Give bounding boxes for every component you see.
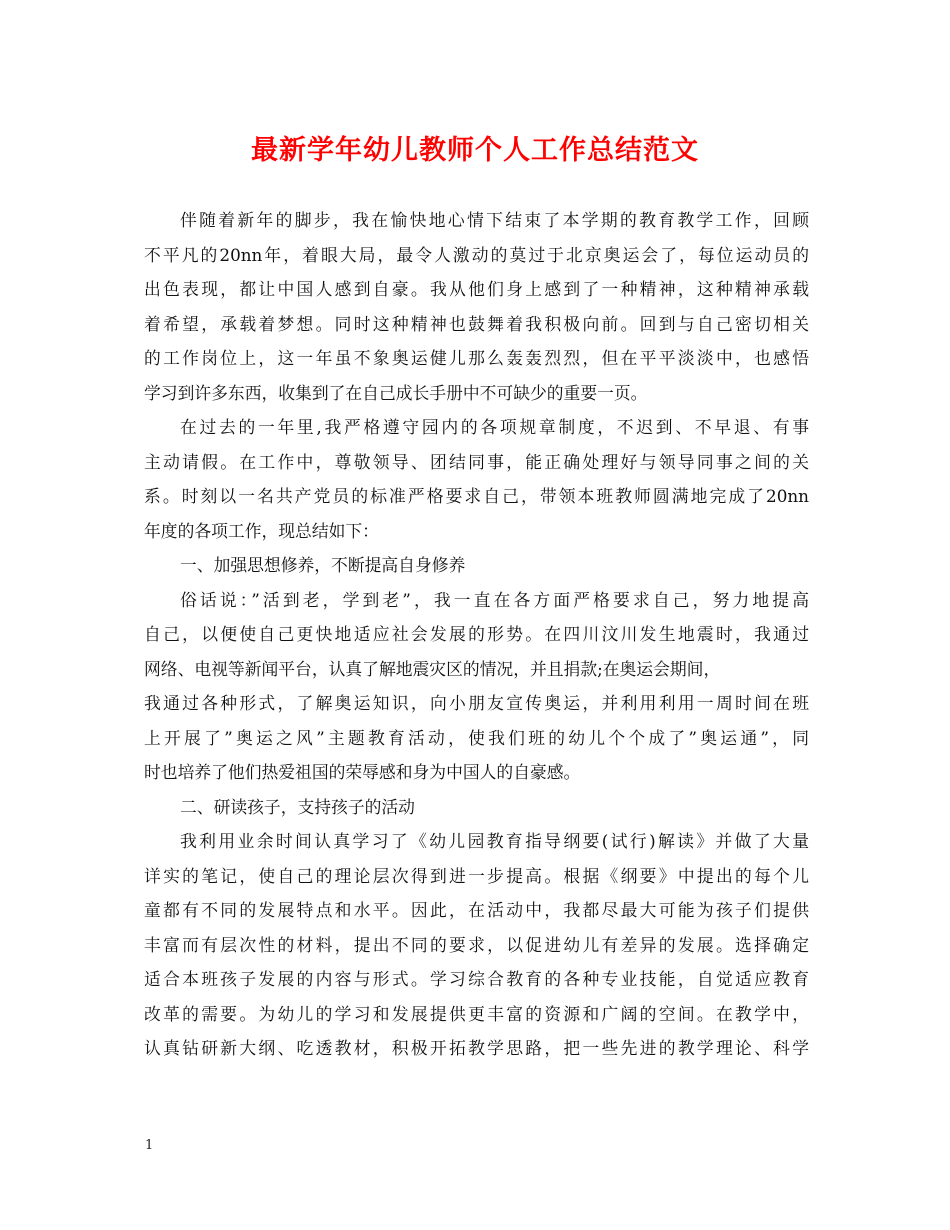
body-line: 的工作岗位上，这一年虽不象奥运健儿那么轰轰烈烈，但在平平淡淡中，也感悟 — [144, 348, 809, 368]
body-line: 主动请假。在工作中，尊敬领导、团结同事，能正确处理好与领导同事之间的关 — [144, 451, 809, 472]
body-line: 自己，以便使自己更快地适应社会发展的形势。在四川汶川发生地震时，我通过 — [144, 624, 809, 644]
page-number: 1 — [145, 1138, 154, 1153]
body-line: 改革的需要。为幼儿的学习和发展提供更丰富的资源和广阔的空间。在教学中， — [144, 1003, 809, 1024]
body-line: 我通过各种形式，了解奥运知识，向小朋友宣传奥运，并利用利用一周时间在班 — [144, 693, 809, 713]
body-line: 时也培养了他们热爱祖国的荣辱感和身为中国人的自豪感。 — [144, 762, 581, 782]
body-line: 认真钻研新大纲、吃透教材，积极开拓教学思路，把一些先进的教学理论、科学 — [144, 1038, 809, 1058]
section-heading-1: 一、加强思想修养，不断提高自身修养 — [180, 555, 466, 575]
body-line: 丰富而有层次性的材料，提出不同的要求，以促进幼儿有差异的发展。选择确定 — [144, 934, 809, 955]
body-line: 伴随着新年的脚步，我在愉快地心情下结束了本学期的教育教学工作，回顾 — [180, 210, 809, 230]
body-line: 不平凡的20nn年，着眼大局，最令人激动的莫过于北京奥运会了，每位运动员的 — [144, 244, 809, 265]
body-line: 学习到许多东西，收集到了在自己成长手册中不可缺少的重要一页。 — [144, 382, 648, 403]
body-line: 俗话说：”活到老，学到老”，我一直在各方面严格要求自己，努力地提高 — [180, 589, 809, 610]
body-line: 出色表现，都让中国人感到自豪。我从他们身上感到了一种精神，这种精神承载 — [144, 279, 809, 299]
body-line: 系。时刻以一名共产党员的标准严格要求自己，带领本班教师圆满地完成了20nn — [144, 486, 809, 506]
body-line: 着希望，承载着梦想。同时这种精神也鼓舞着我积极向前。回到与自己密切相关 — [144, 313, 809, 334]
body-line: 适合本班孩子发展的内容与形式。学习综合教育的各种专业技能，自觉适应教育 — [144, 969, 809, 989]
document-title: 最新学年幼儿教师个人工作总结范文 — [251, 135, 699, 166]
body-line: 详实的笔记，使自己的理论层次得到进一步提高。根据《纲要》中提出的每个儿 — [144, 865, 809, 886]
body-line: 上开展了”奥运之风”主题教育活动，使我们班的幼儿个个成了”奥运通”，同 — [144, 727, 809, 748]
body-line: 童都有不同的发展特点和水平。因此，在活动中，我都尽最大可能为孩子们提供 — [144, 900, 809, 920]
document-body — [144, 203, 809, 1066]
body-line: 在过去的一年里,我严格遵守园内的各项规章制度，不迟到、不早退、有事 — [180, 417, 809, 437]
body-line: 网络、电视等新闻平台，认真了解地震灾区的情况，并且捐款;在奥运会期间， — [144, 658, 721, 679]
body-line: 年度的各项工作，现总结如下： — [144, 520, 379, 541]
body-line: 我利用业余时间认真学习了《幼儿园教育指导纲要(试行)解读》并做了大量 — [180, 831, 809, 851]
section-heading-2: 二、研读孩子，支持孩子的活动 — [180, 796, 415, 817]
